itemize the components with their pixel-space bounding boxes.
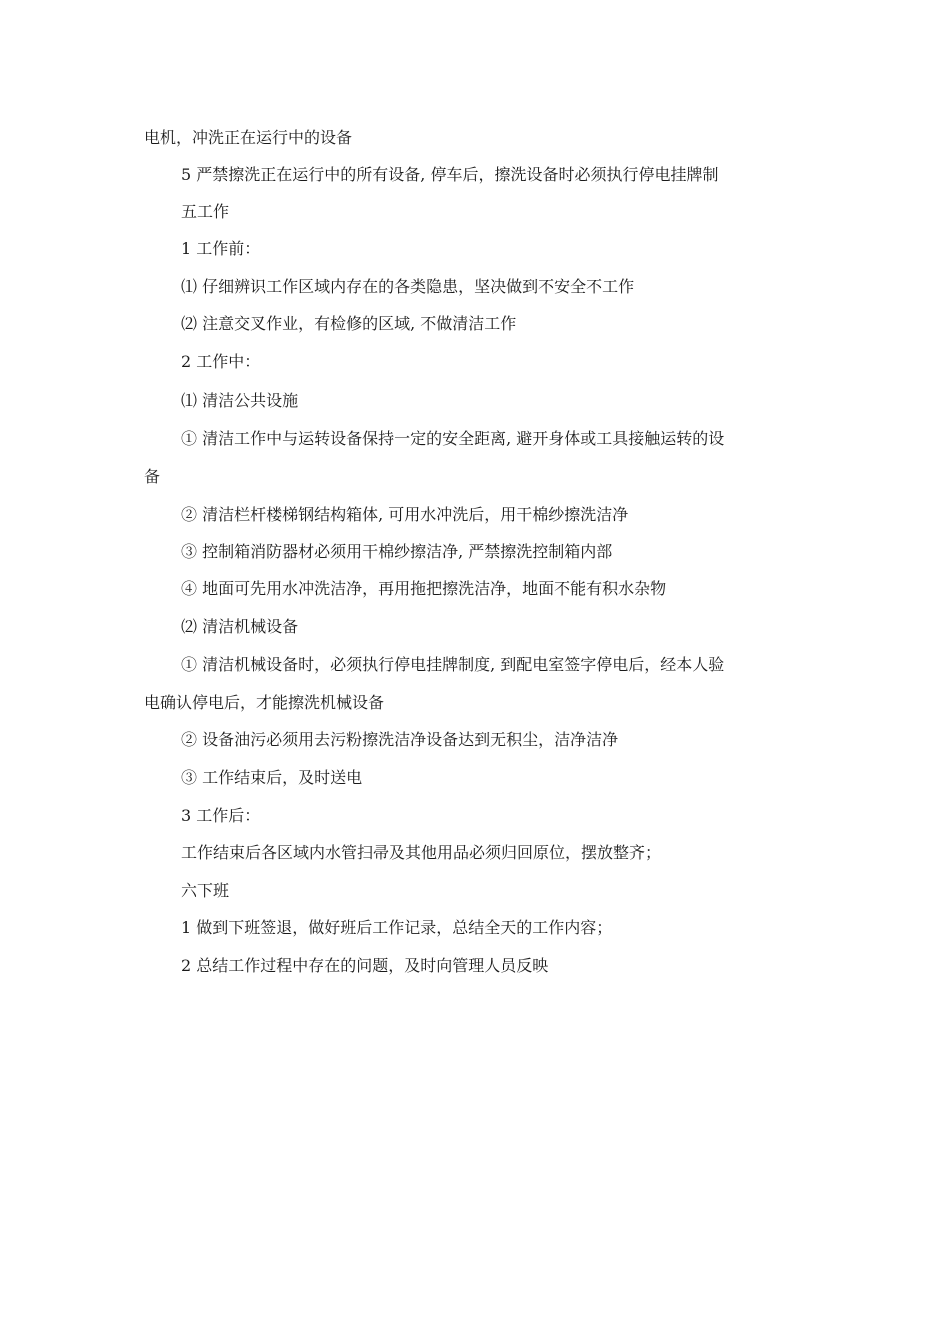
text-line: ② 清洁栏杆楼梯钢结构箱体, 可用水冲洗后，用干棉纱擦洗洁净	[181, 505, 629, 524]
section-heading: 六下班	[181, 881, 230, 900]
text-line: ④ 地面可先用水冲洗洁净，再用拖把擦洗洁净，地面不能有积水杂物	[181, 579, 667, 598]
text-line: ③ 控制箱消防器材必须用干棉纱擦洁净, 严禁擦洗控制箱内部	[181, 542, 613, 561]
subsection-heading: 1 工作前：	[181, 239, 261, 258]
text-line: 1 做到下班签退，做好班后工作记录，总结全天的工作内容；	[181, 918, 613, 937]
text-line: ⑴ 清洁公共设施	[181, 391, 299, 410]
text-line: ⑵ 注意交叉作业，有检修的区域, 不做清洁工作	[181, 314, 517, 333]
subsection-heading: 3 工作后：	[181, 806, 261, 825]
text-line: 电确认停电后，才能擦洗机械设备	[144, 693, 385, 712]
text-line: 2 总结工作过程中存在的问题，及时向管理人员反映	[181, 956, 549, 975]
text-line: ② 设备油污必须用去污粉擦洗洁净设备达到无积尘，洁净洁净	[181, 730, 619, 749]
text-line: ⑴ 仔细辨识工作区域内存在的各类隐患，坚决做到不安全不工作	[181, 277, 635, 296]
section-heading: 五工作	[181, 202, 230, 221]
text-line: ① 清洁机械设备时，必须执行停电挂牌制度, 到配电室签字停电后，经本人验	[181, 655, 725, 674]
text-line: 工作结束后各区域内水管扫帚及其他用品必须归回原位，摆放整齐；	[181, 843, 662, 862]
text-line: 5 严禁擦洗正在运行中的所有设备, 停车后，擦洗设备时必须执行停电挂牌制	[181, 165, 719, 184]
text-line: ⑵ 清洁机械设备	[181, 617, 299, 636]
text-line: ③ 工作结束后，及时送电	[181, 768, 363, 787]
text-line: ① 清洁工作中与运转设备保持一定的安全距离, 避开身体或工具接触运转的设	[181, 429, 725, 448]
text-line: 备	[144, 467, 161, 486]
text-line: 电机，冲洗正在运行中的设备	[144, 128, 353, 147]
subsection-heading: 2 工作中：	[181, 352, 261, 371]
